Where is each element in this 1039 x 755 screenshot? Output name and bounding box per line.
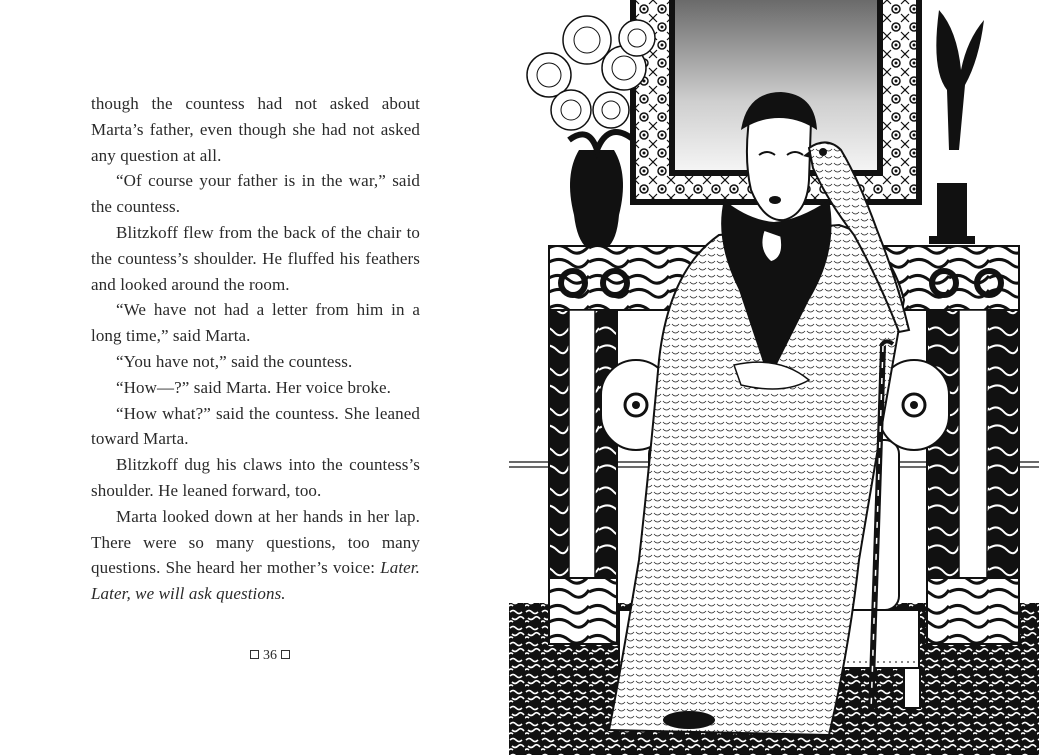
paragraph-1: though the countess had not asked about Marta’s father, even though she had not asked any question at all. (91, 94, 420, 165)
paragraph-9 (91, 504, 420, 607)
paragraph-6: “How—?” said Marta. Her voice broke. (116, 377, 392, 397)
paragraph-3: Blitzkoff flew from the back of the chair to the countess’s shoulder. He fluffed his feathers and looked around the room. (91, 222, 420, 294)
ornament-right-icon (281, 650, 290, 659)
paragraph-2: “Of course your father is in the war,” said the countess. (91, 171, 420, 217)
body-text (91, 91, 420, 607)
page-number (240, 648, 300, 664)
paragraph-5: “You have not,” said the countess. (116, 351, 353, 371)
paragraph-8: Blitzkoff dug his claws into the countess’s shoulder. He leaned forward, too. (91, 455, 420, 500)
paragraph-7: “How what?” said the countess. She leaned toward Marta. (91, 403, 420, 449)
countess-on-throne-illustration (509, 0, 1039, 755)
paragraph-4: “We have not had a letter from him in a long time,” said Marta. (91, 300, 420, 346)
illustration-page (509, 0, 1039, 755)
ornament-left-icon (250, 650, 259, 659)
paragraph-9-text: Marta looked down at her hands in her lap. There were so many questions, too many questions. She heard her mother’s voice: (91, 506, 420, 578)
left-page (0, 0, 509, 755)
page-number-value: 36 (263, 648, 277, 663)
paragraph-9-italic: Later. Later, we will ask questions. (91, 558, 420, 604)
